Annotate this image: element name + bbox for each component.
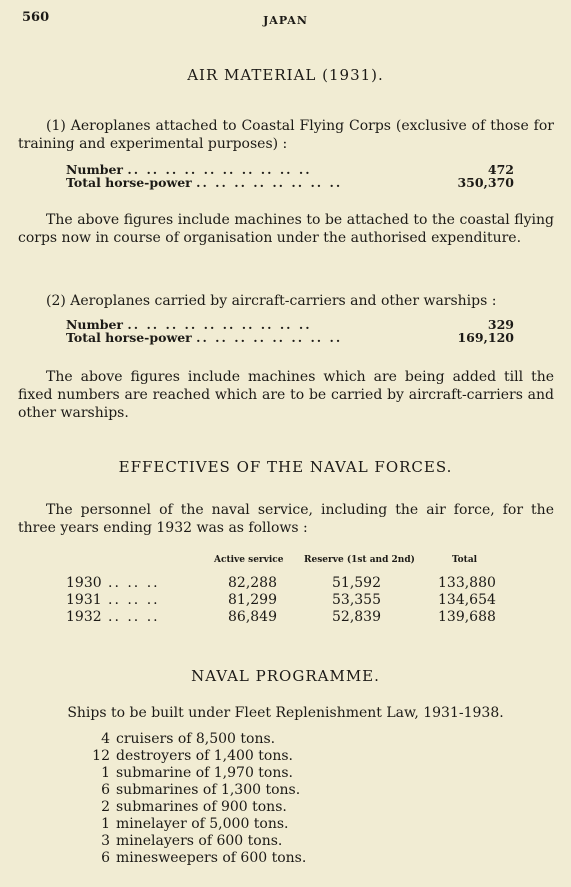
running-head: JAPAN — [263, 14, 308, 27]
page-number: 560 — [22, 10, 50, 25]
item-text: submarines of 1,300 tons. — [116, 782, 301, 798]
row-total: 134,654 — [438, 592, 496, 608]
air-material-heading: AIR MATERIAL (1931). — [187, 66, 384, 84]
item-text: cruisers of 8,500 tons. — [116, 731, 276, 747]
item-text: submarines of 900 tons. — [116, 799, 287, 815]
row-active: 81,299 — [228, 592, 277, 608]
list-item — [90, 765, 390, 782]
section2-stats — [66, 318, 514, 344]
programme-intro: Ships to be built under Fleet Replenishment Law, 1931-1938. — [67, 705, 504, 721]
section1-title: (1) Aeroplanes attached to Coastal Flying Corps (exclusive of those for training and experimental purposes) : — [18, 118, 554, 152]
hp-value: 169,120 — [457, 330, 514, 345]
programme-heading: NAVAL PROGRAMME. — [191, 667, 380, 685]
table-row: 1932 .. .. .. 86,849 52,839 139,688 — [66, 609, 496, 625]
column-header-reserve: Reserve (1st and 2nd) — [304, 555, 415, 565]
item-text: minelayers of 600 tons. — [116, 833, 283, 849]
row-reserve: 52,839 — [332, 609, 381, 625]
item-qty: 3 — [101, 833, 110, 849]
list-item — [90, 748, 390, 765]
list-item — [90, 799, 390, 816]
number-value: 472 — [487, 162, 514, 177]
column-header-total: Total — [452, 555, 478, 565]
hp-value: 350,370 — [457, 175, 514, 190]
row-reserve: 53,355 — [332, 592, 381, 608]
item-text: minesweepers of 600 tons. — [116, 850, 307, 866]
programme-list — [90, 731, 390, 867]
section2-title: (2) Aeroplanes carried by aircraft-carriers and other warships : — [46, 293, 497, 309]
row-reserve: 51,592 — [332, 575, 381, 591]
list-item — [90, 731, 390, 748]
list-item — [90, 816, 390, 833]
hp-label: Total horse-power — [66, 330, 192, 345]
table-row: 1931 .. .. .. 81,299 53,355 134,654 — [66, 592, 496, 608]
section2-hp-row: Total horse-power .. .. .. .. .. .. .. .. 169,120 — [66, 330, 514, 345]
hp-label: Total horse-power — [66, 175, 192, 190]
item-qty: 2 — [101, 799, 110, 815]
section1-hp-row: Total horse-power .. .. .. .. .. .. .. .. 350,370 — [66, 175, 514, 190]
item-text: destroyers of 1,400 tons. — [116, 748, 293, 764]
item-qty: 1 — [101, 816, 110, 832]
item-qty: 12 — [92, 748, 110, 764]
item-qty: 4 — [101, 731, 110, 747]
number-value: 329 — [487, 317, 514, 332]
item-text: submarine of 1,970 tons. — [116, 765, 294, 781]
row-total: 139,688 — [438, 609, 496, 625]
table-row: 1930 .. .. .. 82,288 51,592 133,880 — [66, 575, 496, 591]
section1-note: The above figures include machines to be attached to the coastal flying corps now in course of organisation under the authorised expenditure. — [18, 212, 554, 246]
number-label: Number — [66, 317, 124, 332]
list-item — [90, 850, 390, 867]
row-total: 133,880 — [438, 575, 496, 591]
item-qty: 1 — [101, 765, 110, 781]
row-active: 82,288 — [228, 575, 277, 591]
list-item — [90, 782, 390, 799]
column-header-active: Active service — [214, 555, 284, 565]
effectives-intro: The personnel of the naval service, including the air force, for the three years ending 1932 was as follows : — [18, 502, 554, 536]
section2-number-row: Number .. .. .. .. .. .. .. .. .. .. 329 — [66, 317, 514, 332]
list-item — [90, 833, 390, 850]
row-year: 1932 — [66, 609, 102, 625]
section1-stats — [66, 163, 514, 189]
row-year: 1931 — [66, 592, 102, 608]
section2-note: The above figures include machines which are being added till the fixed numbers are reached which are to be carried by aircraft-carriers and other warships. — [18, 369, 554, 421]
row-year: 1930 — [66, 575, 102, 591]
number-label: Number — [66, 162, 124, 177]
row-active: 86,849 — [228, 609, 277, 625]
item-text: minelayer of 5,000 tons. — [116, 816, 289, 832]
section1-number-row: Number .. .. .. .. .. .. .. .. .. .. 472 — [66, 162, 514, 177]
item-qty: 6 — [101, 850, 110, 866]
effectives-heading: EFFECTIVES OF THE NAVAL FORCES. — [118, 458, 453, 476]
item-qty: 6 — [101, 782, 110, 798]
